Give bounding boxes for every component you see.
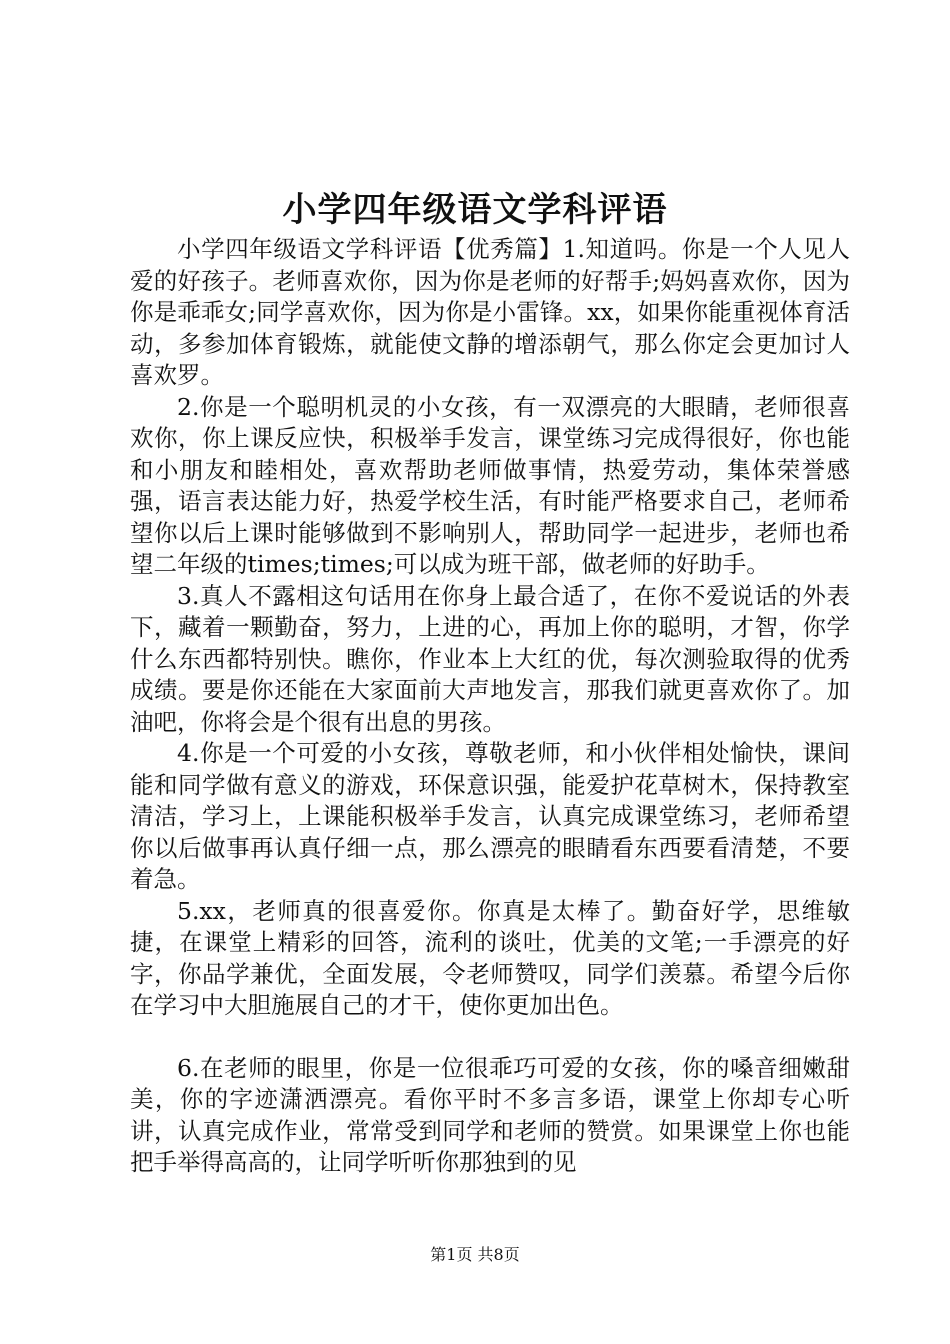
paragraph-2: 2.你是一个聪明机灵的小女孩，有一双漂亮的大眼睛，老师很喜欢你，你上课反应快，积极举手发言，课堂练习完成得很好，你也能和小朋友和睦相处，喜欢帮助老师做事情，热爱劳动，集体荣誉感强，语言表达能力好，热爱学校生活，有时能严格要求自己，老师希望你以后上课时能够做到不影响别人，帮助同学一起进步，老师也希望二年级的times;times;可以成为班干部，做老师的好助手。 bbox=[130, 392, 850, 578]
paragraph-5: 5.xx，老师真的很喜爱你。你真是太棒了。勤奋好学，思维敏捷，在课堂上精彩的回答，流利的谈吐，优美的文笔;一手漂亮的好字，你品学兼优，全面发展，令老师赞叹，同学们羡慕。希望今后你在学习中大胆施展自己的才干，使你更加出色。 bbox=[130, 896, 850, 1019]
document-title: 小学四年级语文学科评语 bbox=[282, 190, 668, 230]
paragraph-4: 4.你是一个可爱的小女孩，尊敬老师，和小伙伴相处愉快，课间能和同学做有意义的游戏，环保意识强，能爱护花草树木，保持教室清洁，学习上，上课能积极举手发言，认真完成课堂练习，老师希望你以后做事再认真仔细一点，那么漂亮的眼睛看东西要看清楚，不要着急。 bbox=[130, 739, 850, 893]
document-body bbox=[130, 234, 850, 1179]
paragraph-3: 3.真人不露相这句话用在你身上最合适了，在你不爱说话的外表下，藏着一颗勤奋，努力，上进的心，再加上你的聪明，才智，你学什么东西都特别快。瞧你，作业本上大红的优，每次测验取得的优秀成绩。要是你还能在大家面前大声地发言，那我们就更喜欢你了。加油吧，你将会是个很有出息的男孩。 bbox=[130, 581, 850, 736]
page-number-footer: 第1页 共8页 bbox=[430, 1245, 520, 1264]
paragraph-6: 6.在老师的眼里，你是一位很乖巧可爱的女孩，你的嗓音细嫩甜美，你的字迹潇洒漂亮。看你平时不多言多语，课堂上你却专心听讲，认真完成作业，常常受到同学和老师的赞赏。如果课堂上你也能把手举得高高的，让同学听听你那独到的见 bbox=[130, 1053, 850, 1176]
paragraph-intro-1: 小学四年级语文学科评语【优秀篇】1.知道吗。你是一个人见人爱的好孩子。老师喜欢你，因为你是老师的好帮手;妈妈喜欢你，因为你是乖乖女;同学喜欢你，因为你是小雷锋。xx，如果你能重视体育活动，多参加体育锻炼，就能使文静的增添朝气，那么你定会更加讨人喜欢罗。 bbox=[130, 235, 850, 389]
